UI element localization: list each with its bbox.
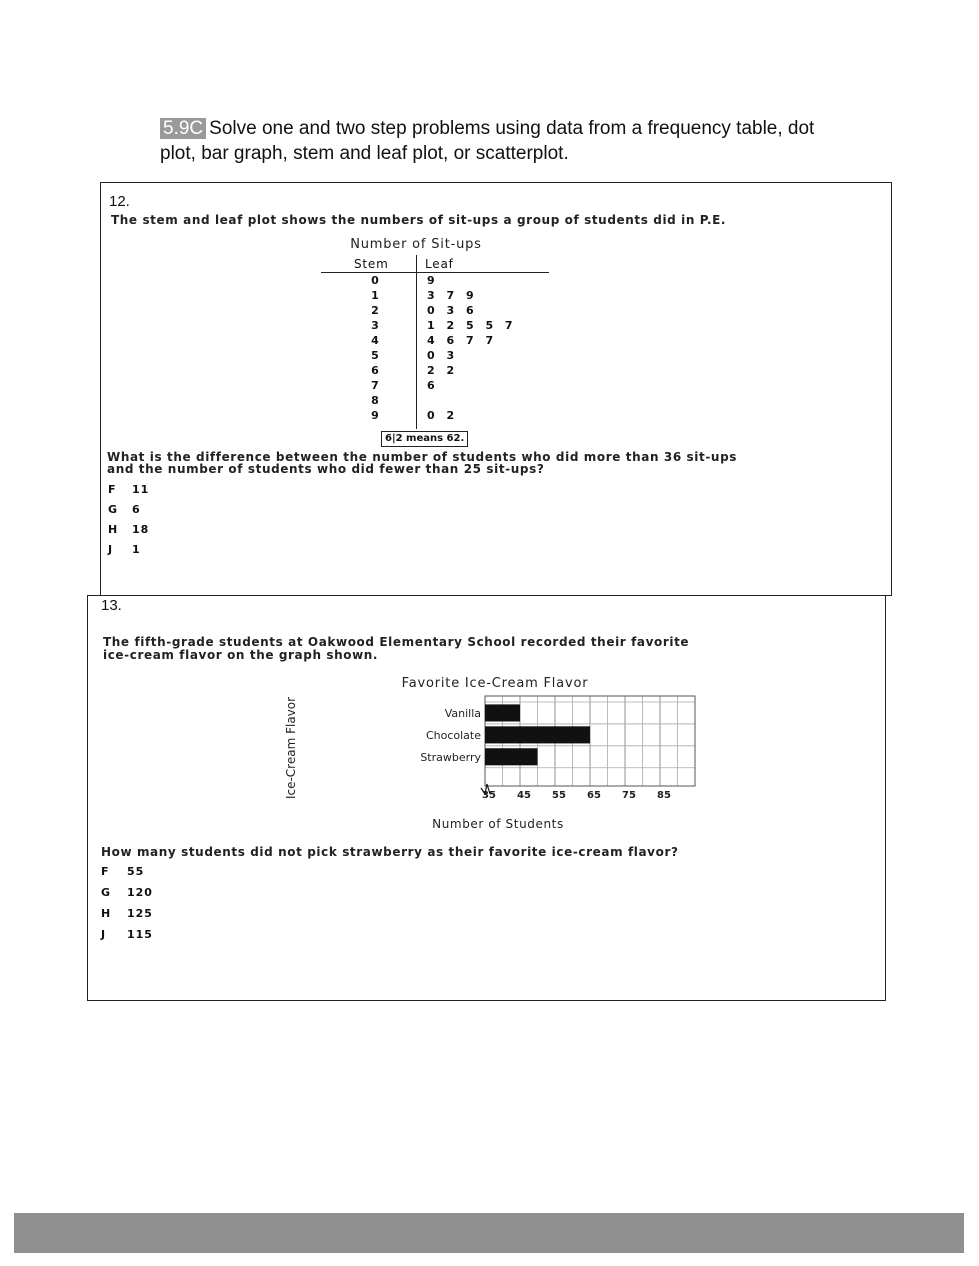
answer-choice-h[interactable] bbox=[108, 523, 149, 536]
leaf-values: 0 3 6 bbox=[427, 304, 478, 317]
category-label-vanilla: Vanilla bbox=[444, 706, 481, 720]
stem-value: 5 bbox=[371, 349, 379, 362]
leaf-values: 1 2 5 5 7 bbox=[427, 319, 517, 332]
stem-value: 2 bbox=[371, 304, 379, 317]
leaf-values: 2 2 bbox=[427, 364, 459, 377]
x-tick-label: 45 bbox=[517, 790, 531, 801]
stem-header: Stem bbox=[354, 257, 389, 271]
y-axis-label: Ice-Cream Flavor bbox=[284, 696, 298, 800]
choice-letter: J bbox=[101, 928, 107, 941]
stem-leaf-title: Number of Sit-ups bbox=[350, 237, 482, 252]
answer-choice-j[interactable] bbox=[101, 928, 153, 941]
question-line-1: What is the difference between the number of students who did more than 36 sit-ups bbox=[107, 450, 738, 464]
stem-divider bbox=[416, 255, 417, 429]
choice-value: 6 bbox=[132, 503, 141, 516]
choice-letter: F bbox=[108, 483, 117, 496]
category-label-strawberry: Strawberry bbox=[420, 750, 481, 764]
choice-value: 120 bbox=[127, 886, 153, 899]
stem-value: 7 bbox=[371, 379, 379, 392]
leaf-values: 3 7 9 bbox=[427, 289, 478, 302]
x-tick-label: 85 bbox=[657, 790, 671, 801]
leaf-values: 4 6 7 7 bbox=[427, 334, 498, 347]
stem-value: 4 bbox=[371, 334, 379, 347]
question-text: How many students did not pick strawberry as their favorite ice-cream flavor? bbox=[101, 845, 679, 859]
answer-choice-f[interactable] bbox=[108, 483, 149, 496]
bar-chocolate bbox=[485, 726, 590, 743]
bar-strawberry bbox=[485, 748, 538, 765]
choice-value: 55 bbox=[127, 865, 145, 878]
stem-value: 1 bbox=[371, 289, 379, 302]
stem-value: 9 bbox=[371, 409, 379, 422]
choice-letter: F bbox=[101, 865, 110, 878]
question-12-box bbox=[100, 182, 892, 596]
header-rule bbox=[321, 272, 549, 273]
chart-title: Favorite Ice-Cream Flavor bbox=[401, 676, 589, 691]
choice-value: 1 bbox=[132, 543, 141, 556]
leaf-values: 0 3 bbox=[427, 349, 459, 362]
scan-footer-bar bbox=[14, 1213, 964, 1253]
question-number: 12. bbox=[109, 193, 130, 210]
answer-choice-f[interactable] bbox=[101, 865, 144, 878]
category-labels bbox=[420, 707, 481, 764]
question-prompt: The stem and leaf plot shows the numbers of sit-ups a group of students did in P.E. bbox=[111, 213, 727, 227]
stem-value: 0 bbox=[371, 274, 379, 287]
x-tick-label: 55 bbox=[552, 790, 566, 801]
standard-header bbox=[160, 116, 840, 166]
tick-labels bbox=[482, 790, 671, 801]
answer-choice-g[interactable] bbox=[101, 886, 153, 899]
leaf-values: 0 2 bbox=[427, 409, 459, 422]
choice-value: 11 bbox=[132, 483, 150, 496]
leaf-header: Leaf bbox=[425, 257, 454, 271]
choice-value: 125 bbox=[127, 907, 153, 920]
question-prompt-line-2: ice-cream flavor on the graph shown. bbox=[103, 648, 379, 662]
x-tick-label: 65 bbox=[587, 790, 601, 801]
question-number: 13. bbox=[101, 597, 122, 614]
standard-tag: 5.9C bbox=[160, 118, 206, 139]
question-prompt-line-1: The fifth-grade students at Oakwood Elementary School recorded their favorite bbox=[103, 635, 690, 649]
leaf-values: 6 bbox=[427, 379, 439, 392]
x-tick-label: 75 bbox=[622, 790, 636, 801]
stem-leaf-key: 6|2 means 62. bbox=[381, 431, 468, 447]
stem-value: 8 bbox=[371, 394, 379, 407]
choice-letter: H bbox=[108, 523, 119, 536]
leaf-values: 9 bbox=[427, 274, 439, 287]
choice-value: 18 bbox=[132, 523, 150, 536]
question-line-2: and the number of students who did fewer than 25 sit-ups? bbox=[107, 462, 545, 476]
stem-value: 3 bbox=[371, 319, 379, 332]
answer-choice-j[interactable] bbox=[108, 543, 141, 556]
ice-cream-bar-chart bbox=[278, 672, 671, 837]
x-tick-label: 35 bbox=[482, 790, 496, 801]
bar-vanilla bbox=[485, 704, 520, 721]
choice-letter: G bbox=[108, 503, 119, 516]
question-13-box bbox=[87, 595, 886, 1001]
category-label-chocolate: Chocolate bbox=[425, 728, 481, 742]
choice-value: 115 bbox=[127, 928, 153, 941]
x-axis-label: Number of Students bbox=[432, 817, 564, 831]
answer-choice-g[interactable] bbox=[108, 503, 141, 516]
choice-letter: J bbox=[108, 543, 114, 556]
standard-description: Solve one and two step problems using data from a frequency table, dot plot, bar graph, stem and leaf plot, or scatterplot. bbox=[160, 118, 815, 164]
choice-letter: G bbox=[101, 886, 112, 899]
answer-choice-h[interactable] bbox=[101, 907, 153, 920]
choice-letter: H bbox=[101, 907, 112, 920]
stem-value: 6 bbox=[371, 364, 379, 377]
